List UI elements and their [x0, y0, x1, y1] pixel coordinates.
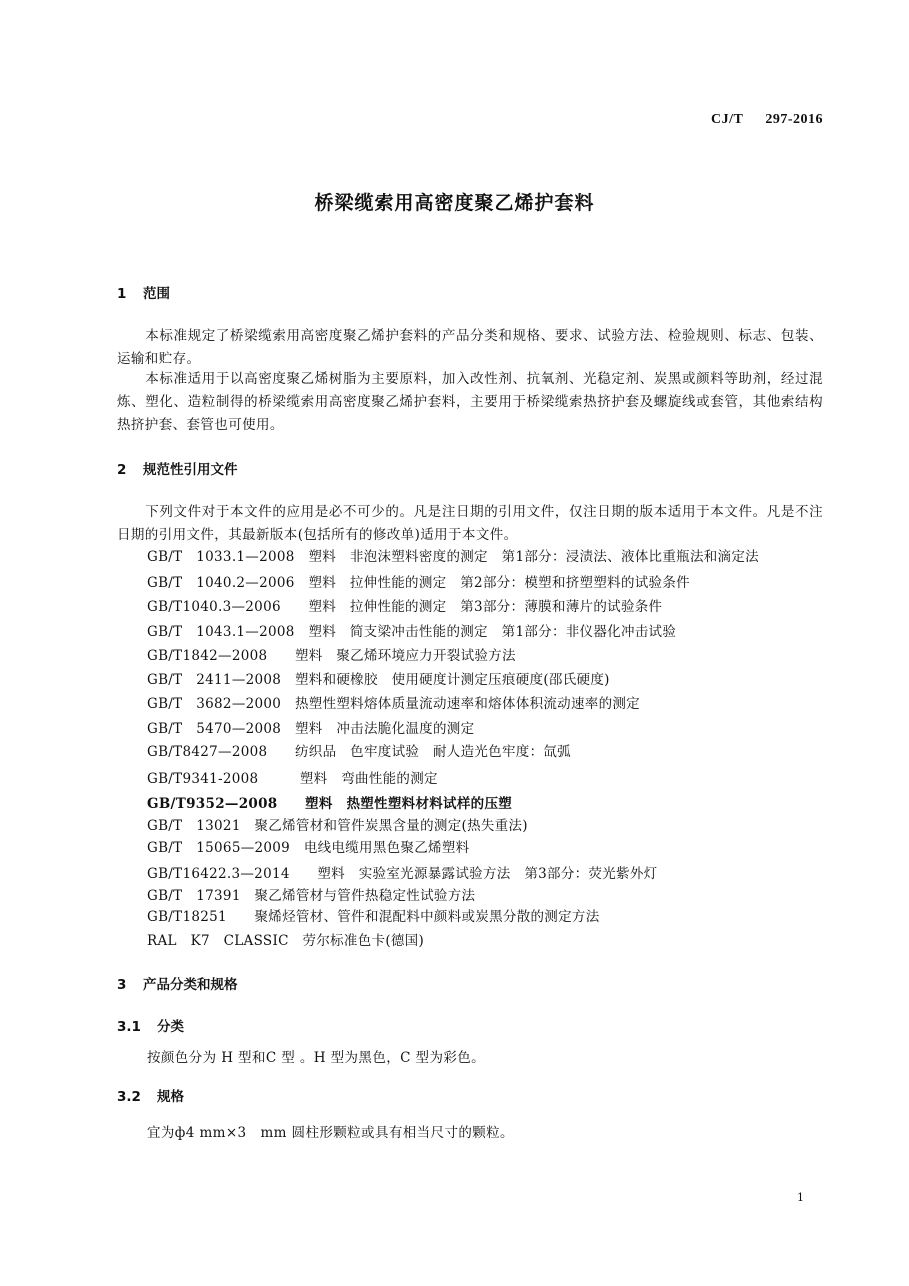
reference-item: GB/T 3682—2000 热塑性塑料熔体质量流动速率和熔体体积流动速率的测定 — [147, 696, 640, 712]
section-1-title: 范围 — [143, 286, 170, 302]
section-3-title: 产品分类和规格 — [143, 977, 238, 993]
section-2-heading — [117, 458, 238, 478]
section-1-heading — [117, 282, 170, 302]
section-3-1-text: 按颜色分为 H 型和C 型 。H 型为黑色，C 型为彩色。 — [147, 1050, 486, 1066]
reference-item: GB/T1842—2008 塑料 聚乙烯环境应力开裂试验方法 — [147, 648, 516, 664]
section-3-2-title: 规格 — [157, 1089, 184, 1105]
section-3-1-heading — [117, 1015, 184, 1035]
reference-item: GB/T1040.3—2006 塑料 拉伸性能的测定 第3部分：薄膜和薄片的试验条件 — [147, 599, 663, 615]
section-2-intro: 下列文件对于本文件的应用是必不可少的。凡是注日期的引用文件，仅注日期的版本适用于本文件。凡是不注日期的引用文件，其最新版本(包括所有的修改单)适用于本文件。 — [117, 504, 823, 543]
reference-item: GB/T18251 聚烯烃管材、管件和混配料中颜料或炭黑分散的测定方法 — [147, 909, 600, 925]
reference-item: GB/T 5470—2008 塑料 冲击法脆化温度的测定 — [147, 721, 475, 737]
reference-item: GB/T 13021 聚乙烯管材和管件炭黑含量的测定(热失重法) — [147, 818, 528, 834]
section-3-1-title: 分类 — [157, 1019, 184, 1035]
reference-item: GB/T 17391 聚乙烯管材与管件热稳定性试验方法 — [147, 888, 476, 904]
section-3-number: 3 — [117, 977, 127, 993]
reference-item: GB/T 1040.2—2006 塑料 拉伸性能的测定 第2部分：模塑和挤塑塑料的试验条件 — [147, 575, 690, 591]
reference-item: GB/T16422.3—2014 塑料 实验室光源暴露试验方法 第3部分：荧光紫外灯 — [147, 866, 658, 882]
section-3-2-text: 宜为ф4 mm×3 mm 圆柱形颗粒或具有相当尺寸的颗粒。 — [147, 1125, 514, 1141]
section-3-2-number: 3.2 — [117, 1089, 141, 1105]
section-1-paragraph-2: 本标准适用于以高密度聚乙烯树脂为主要原料，加入改性剂、抗氧剂、光稳定剂、炭黑或颜料等助剂，经过混炼、塑化、造粒制得的桥梁缆索用高密度聚乙烯护套料，主要用于桥梁缆索热挤护套及螺旋线或套管，其他索结构热挤护套、套管也可使用。 — [117, 371, 823, 433]
reference-item: RAL K7 CLASSIC 劳尔标准色卡(德国) — [147, 933, 425, 949]
reference-item: GB/T8427—2008 纺织品 色牢度试验 耐人造光色牢度：氙弧 — [147, 744, 571, 760]
standard-prefix: CJ/T — [710, 112, 744, 127]
reference-item: GB/T9352—2008 塑料 热塑性塑料材料试样的压塑 — [147, 796, 513, 812]
section-3-1-number: 3.1 — [117, 1019, 141, 1035]
section-2-title: 规范性引用文件 — [143, 462, 238, 478]
standard-number: 297-2016 — [765, 112, 823, 127]
section-1-paragraph-1: 本标准规定了桥梁缆索用高密度聚乙烯护套料的产品分类和规格、要求、试验方法、检验规则、标志、包装、运输和贮存。 — [117, 328, 823, 367]
reference-item: GB/T 2411—2008 塑料和硬橡胶 使用硬度计测定压痕硬度(邵氏硬度) — [147, 672, 610, 688]
reference-item: GB/T 1043.1—2008 塑料 简支梁冲击性能的测定 第1部分：非仪器化冲击试验 — [147, 624, 677, 640]
section-1-number: 1 — [117, 286, 127, 302]
reference-item: GB/T9341-2008 塑料 弯曲性能的测定 — [147, 771, 438, 787]
standard-code — [711, 112, 823, 128]
document-title: 桥梁缆索用高密度聚乙烯护套料 — [314, 192, 595, 214]
section-3-heading — [117, 973, 238, 993]
reference-item: GB/T 15065—2009 电线电缆用黑色聚乙烯塑料 — [147, 840, 470, 856]
page-number: 1 — [797, 1191, 804, 1204]
reference-item: GB/T 1033.1—2008 塑料 非泡沫塑料密度的测定 第1部分：浸渍法、液体比重瓶法和滴定法 — [147, 549, 759, 565]
section-3-2-heading — [117, 1085, 184, 1105]
section-2-number: 2 — [117, 462, 127, 478]
